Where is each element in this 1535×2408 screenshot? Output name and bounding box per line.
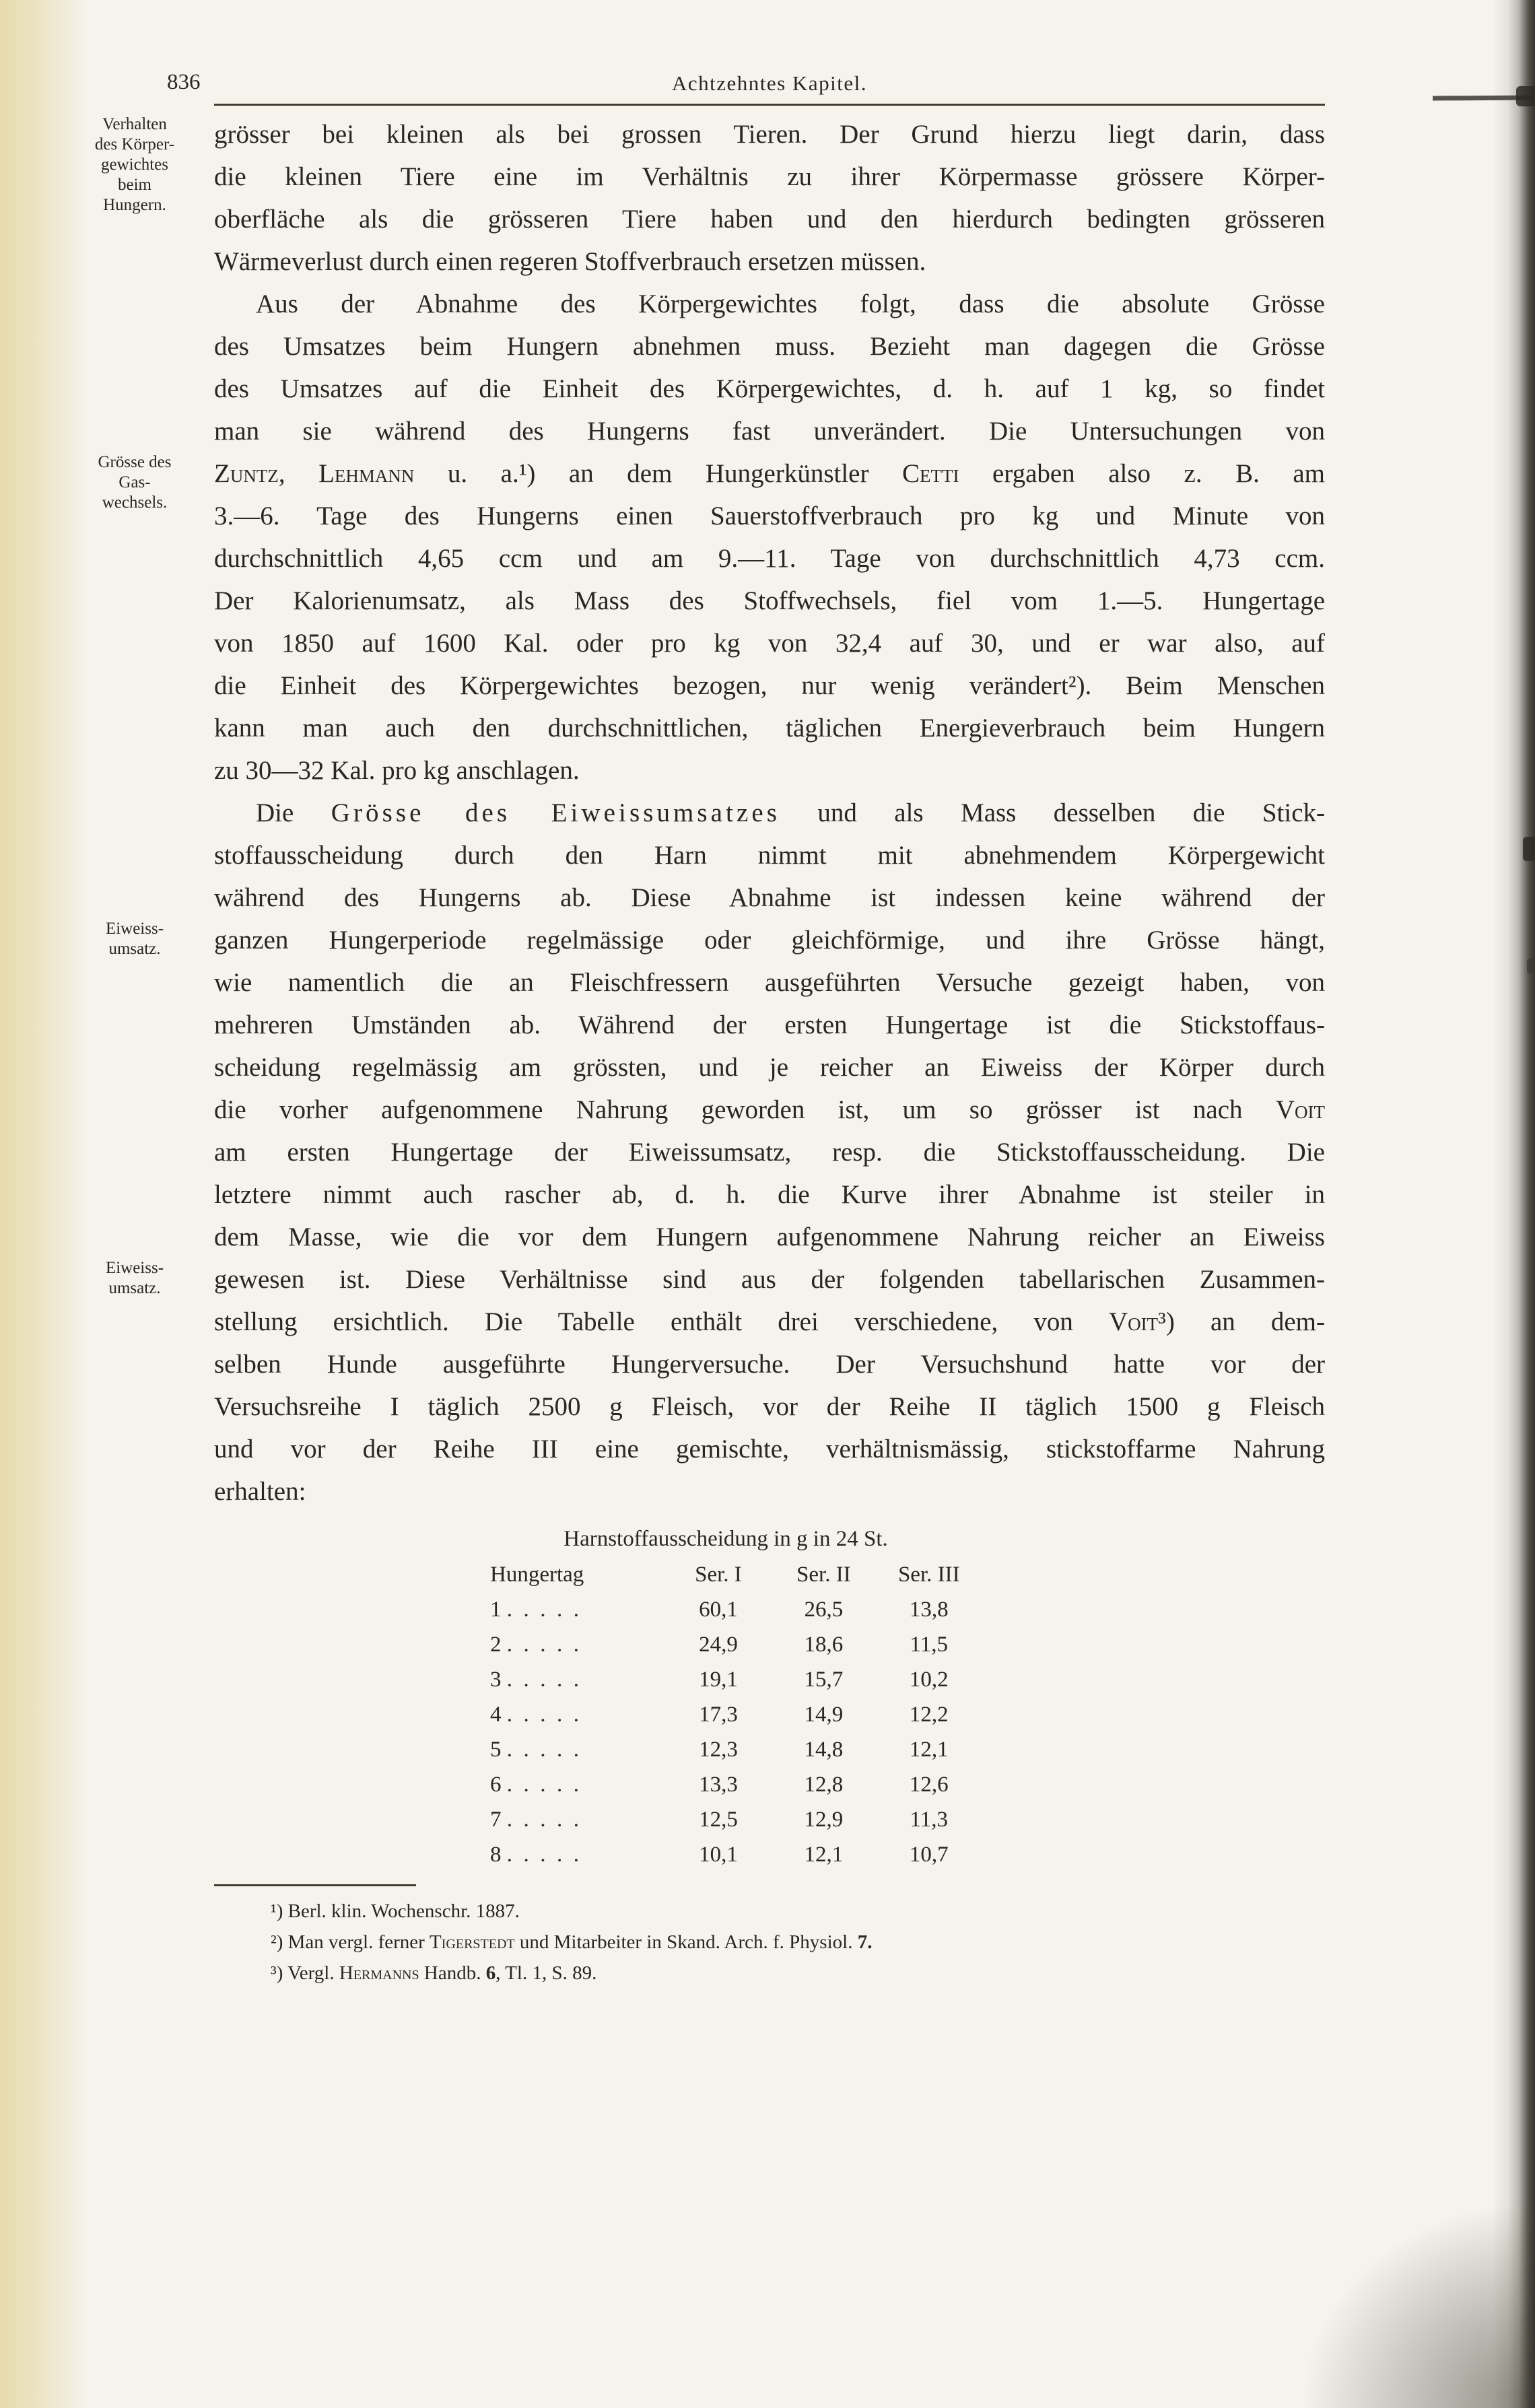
text-segment: stoffausscheidung durch den Harn nimmt mit abnehmendem Körpergewicht	[214, 841, 1325, 870]
text-segment: von 1850 auf 1600 Kal. oder pro kg von 32,4 auf 30, und er war also, auf	[214, 629, 1325, 658]
text-line	[214, 1046, 1325, 1089]
paragraph	[214, 113, 1325, 283]
value-cell: 12,5	[699, 1808, 738, 1832]
table-row	[470, 1627, 982, 1662]
page-left-edge-tint	[0, 0, 94, 2408]
text-line	[214, 452, 1325, 495]
scan-artifact-blob	[1516, 86, 1535, 106]
text-line	[214, 1470, 1325, 1513]
text-segment: Der Kalorienumsatz, als Mass des Stoffwechsels, fiel vom 1.—5. Hungertage	[214, 586, 1325, 615]
text-line	[214, 876, 1325, 919]
body-text	[214, 113, 1325, 1989]
text-segment: Grösse des Eiweissumsatzes	[331, 798, 780, 827]
text-segment: man sie während des Hungerns fast unverändert. Die Untersuchungen von	[214, 417, 1325, 446]
text-segment: durchschnittlich 4,65 ccm und am 9.—11. Tage von durchschnittlich 4,73 ccm.	[214, 544, 1325, 573]
text-segment: zu 30—32 Kal. pro kg anschlagen.	[214, 756, 580, 785]
text-line	[214, 1258, 1325, 1301]
value-cell: 18,6	[804, 1632, 844, 1657]
text-line	[214, 1131, 1325, 1173]
text-segment: ,	[278, 459, 319, 488]
value-cell: 10,7	[909, 1843, 949, 1867]
person-name: Tigerstedt	[430, 1931, 515, 1953]
hunger-table	[470, 1557, 982, 1872]
paragraph	[214, 283, 1325, 792]
person-name: Cetti	[901, 459, 959, 488]
day-cell: 3 . . . . .	[490, 1667, 579, 1692]
text-line	[214, 240, 1325, 283]
value-cell: 12,1	[804, 1843, 844, 1867]
column-header: Ser. I	[695, 1562, 742, 1587]
table-header-row	[470, 1557, 982, 1592]
value-cell: 17,3	[699, 1702, 738, 1727]
value-cell: 14,8	[804, 1738, 844, 1762]
text-segment: 3.—6. Tage des Hungerns einen Sauerstoffverbrauch pro kg und Minute von	[214, 502, 1325, 530]
text-segment: und vor der Reihe III eine gemischte, verhältnismässig, stickstoffarme Nahrung	[214, 1435, 1325, 1464]
text-segment: kann man auch den durchschnittlichen, täglichen Energieverbrauch beim Hungern	[214, 714, 1325, 743]
text-segment: mehreren Umständen ab. Während der ersten Hungertage ist die Stickstoffaus-	[214, 1010, 1325, 1039]
text-segment: und Mitarbeiter in Skand. Arch. f. Physiol.	[514, 1931, 858, 1953]
table-row	[470, 1767, 982, 1802]
text-line	[214, 1004, 1325, 1046]
table-head	[470, 1557, 982, 1592]
text-line	[214, 283, 1325, 325]
value-cell: 12,3	[699, 1738, 738, 1762]
text-segment: ¹) Berl. klin. Wochenschr. 1887.	[271, 1900, 520, 1922]
text-segment: ²) Man vergl. ferner	[271, 1931, 430, 1953]
text-segment: und als Mass desselben die Stick-	[780, 798, 1326, 827]
value-cell: 15,7	[804, 1667, 844, 1692]
margin-note-line: Gas-	[118, 473, 151, 491]
value-cell: 12,6	[909, 1773, 949, 1797]
margin-note-line: Grösse des	[98, 453, 172, 471]
margin-note-eiweissumsatz-2	[57, 1258, 213, 1299]
margin-note-line: Eiweiss-	[105, 920, 164, 938]
text-line	[214, 1089, 1325, 1131]
value-cell: 60,1	[699, 1597, 738, 1622]
page-number: 836	[167, 70, 201, 94]
margin-note-line: umsatz.	[108, 1279, 161, 1297]
text-segment: ganzen Hungerperiode regelmässige oder gleichförmige, und ihre Grösse hängt,	[214, 926, 1325, 955]
text-segment: 7.	[857, 1931, 873, 1953]
text-segment: während des Hungerns ab. Diese Abnahme ist indessen keine während der	[214, 883, 1325, 912]
column-header: Ser. III	[897, 1562, 960, 1587]
margin-note-line: umsatz.	[108, 940, 161, 958]
value-cell: 24,9	[699, 1632, 738, 1657]
text-segment: gewesen ist. Diese Verhältnisse sind aus der folgenden tabellarischen Zusammen-	[214, 1265, 1325, 1294]
table-row	[470, 1802, 982, 1837]
column-header: Ser. II	[796, 1562, 851, 1587]
value-cell: 10,1	[699, 1843, 738, 1867]
text-line	[214, 325, 1325, 368]
margin-note-line: Hungern.	[103, 196, 166, 214]
text-segment: erhalten:	[214, 1477, 306, 1506]
text-segment: Aus der Abnahme des Körpergewichtes folgt, dass die absolute Grösse	[256, 289, 1325, 318]
text-line	[214, 1428, 1325, 1470]
text-segment: letztere nimmt auch rascher ab, d. h. die Kurve ihrer Abnahme ist steiler in	[214, 1180, 1325, 1209]
text-line	[214, 580, 1325, 622]
table-caption: Harnstoffausscheidung in g in 24 St.	[564, 1527, 888, 1551]
text-line	[214, 707, 1325, 749]
value-cell: 13,8	[909, 1597, 949, 1622]
text-line	[214, 410, 1325, 452]
chapter-header: Achtzehntes Kapitel.	[672, 71, 867, 95]
page-corner-shadow	[1306, 2206, 1535, 2408]
text-line	[214, 156, 1325, 198]
text-line	[214, 919, 1325, 961]
text-line	[214, 792, 1325, 834]
value-cell: 10,2	[909, 1667, 949, 1692]
day-cell: 8 . . . . .	[490, 1843, 579, 1867]
scan-artifact-notch-small	[1527, 959, 1535, 973]
value-cell: 13,3	[699, 1773, 738, 1797]
table-body	[470, 1592, 982, 1872]
scan-artifact-notch	[1523, 837, 1535, 861]
margin-note-eiweissumsatz-1	[57, 919, 213, 959]
text-line	[214, 1343, 1325, 1385]
margin-note-line: des Körper-	[94, 135, 175, 153]
text-segment: dem Masse, wie die vor dem Hungern aufgenommene Nahrung reicher an Eiweiss	[214, 1223, 1325, 1251]
text-segment: des Umsatzes auf die Einheit des Körpergewichtes, d. h. auf 1 kg, so findet	[214, 374, 1325, 403]
text-segment: scheidung regelmässig am grössten, und je reicher an Eiweiss der Körper durch	[214, 1053, 1325, 1082]
table-row	[470, 1697, 982, 1732]
day-cell: 1 . . . . .	[490, 1597, 579, 1622]
margin-note-line: gewichtes	[101, 156, 168, 174]
text-segment: oberfläche als die grösseren Tiere haben und den hierdurch bedingten grösseren	[214, 205, 1325, 234]
margin-note-groesse-gaswechsel	[57, 452, 213, 513]
table-row	[470, 1662, 982, 1697]
text-line	[214, 622, 1325, 664]
margin-note-line: Verhalten	[102, 115, 167, 133]
day-cell: 6 . . . . .	[490, 1773, 579, 1797]
value-cell: 12,2	[909, 1702, 949, 1727]
value-cell: 12,9	[804, 1808, 844, 1832]
text-segment: ergaben also z. B. am	[959, 459, 1325, 488]
footnotes	[214, 1896, 1325, 1989]
value-cell: 14,9	[804, 1702, 844, 1727]
text-segment: des Umsatzes beim Hungern abnehmen muss. Bezieht man dagegen die Grösse	[214, 332, 1325, 361]
text-line	[214, 834, 1325, 876]
day-cell: 5 . . . . .	[490, 1738, 579, 1762]
text-segment: die kleinen Tiere eine im Verhältnis zu ihrer Körpermasse grössere Körper-	[214, 162, 1325, 191]
text-line	[214, 198, 1325, 240]
day-cell: 2 . . . . .	[490, 1632, 579, 1657]
text-segment: grösser bei kleinen als bei grossen Tieren. Der Grund hierzu liegt darin, dass	[214, 120, 1325, 149]
column-header: Hungertag	[490, 1562, 584, 1587]
value-cell: 12,8	[804, 1773, 844, 1797]
text-segment: Die	[256, 798, 331, 827]
paragraphs	[214, 113, 1325, 1513]
text-line	[214, 1385, 1325, 1428]
person-name: Hermanns	[339, 1962, 419, 1984]
day-cell: 4 . . . . .	[490, 1702, 579, 1727]
footnote	[271, 1896, 1325, 1927]
day-cell: 7 . . . . .	[490, 1808, 579, 1832]
text-line	[214, 749, 1325, 792]
text-segment: u. a.¹) an dem Hungerkünstler	[414, 459, 902, 488]
text-line	[214, 664, 1325, 707]
table-row	[470, 1837, 982, 1872]
text-segment: selben Hunde ausgeführte Hungerversuche. Der Versuchshund hatte vor der	[214, 1350, 1325, 1379]
text-line	[214, 368, 1325, 410]
text-segment: , Tl. 1, S. 89.	[496, 1962, 597, 1984]
margin-note-verhalten-koerpergewicht	[57, 114, 213, 215]
margin-note-line: beim	[118, 176, 151, 194]
text-segment: Wärmeverlust durch einen regeren Stoffverbrauch ersetzen müssen.	[214, 247, 926, 276]
header-rule	[214, 104, 1325, 106]
value-cell: 26,5	[804, 1597, 844, 1622]
person-name: Lehmann	[318, 459, 415, 488]
text-line	[214, 1301, 1325, 1343]
text-segment: die Einheit des Körpergewichtes bezogen, nur wenig verändert²). Beim Menschen	[214, 671, 1325, 700]
table-row	[470, 1732, 982, 1767]
text-line	[214, 961, 1325, 1004]
margin-note-line: Eiweiss-	[105, 1259, 164, 1277]
text-line	[214, 1173, 1325, 1216]
text-segment: ³) an dem-	[1158, 1307, 1325, 1336]
value-cell: 12,1	[909, 1738, 949, 1762]
text-segment: Versuchsreihe I täglich 2500 g Fleisch, vor der Reihe II täglich 1500 g Fleisch	[214, 1392, 1325, 1421]
value-cell: 11,3	[910, 1808, 949, 1832]
table-block	[470, 1522, 982, 1872]
text-line	[214, 1216, 1325, 1258]
text-segment: Handb.	[419, 1962, 486, 1984]
paragraph	[214, 792, 1325, 1513]
footnote	[271, 1958, 1325, 1989]
table-row	[470, 1592, 982, 1627]
footnote-rule	[214, 1884, 416, 1886]
text-segment: 6	[485, 1962, 496, 1984]
footnote	[271, 1927, 1325, 1958]
person-name: Zuntz	[214, 459, 279, 488]
text-segment: stellung ersichtlich. Die Tabelle enthält drei verschiedene, von	[214, 1307, 1109, 1336]
text-line	[214, 537, 1325, 580]
page-right-edge-shadow	[1492, 0, 1535, 2408]
text-segment: die vorher aufgenommene Nahrung geworden ist, um so grösser ist nach	[214, 1095, 1276, 1124]
text-segment: wie namentlich die an Fleischfressern ausgeführten Versuche gezeigt haben, von	[214, 968, 1325, 997]
value-cell: 11,5	[910, 1632, 949, 1657]
text-segment: ³) Vergl.	[271, 1962, 339, 1984]
margin-note-line: wechsels.	[102, 493, 168, 512]
person-name: Voit	[1275, 1095, 1325, 1124]
text-line	[214, 113, 1325, 156]
text-segment: am ersten Hungertage der Eiweissumsatz, resp. die Stickstoffausscheidung. Die	[214, 1138, 1325, 1167]
value-cell: 19,1	[699, 1667, 738, 1692]
person-name: Voit	[1108, 1307, 1159, 1336]
text-line	[214, 495, 1325, 537]
